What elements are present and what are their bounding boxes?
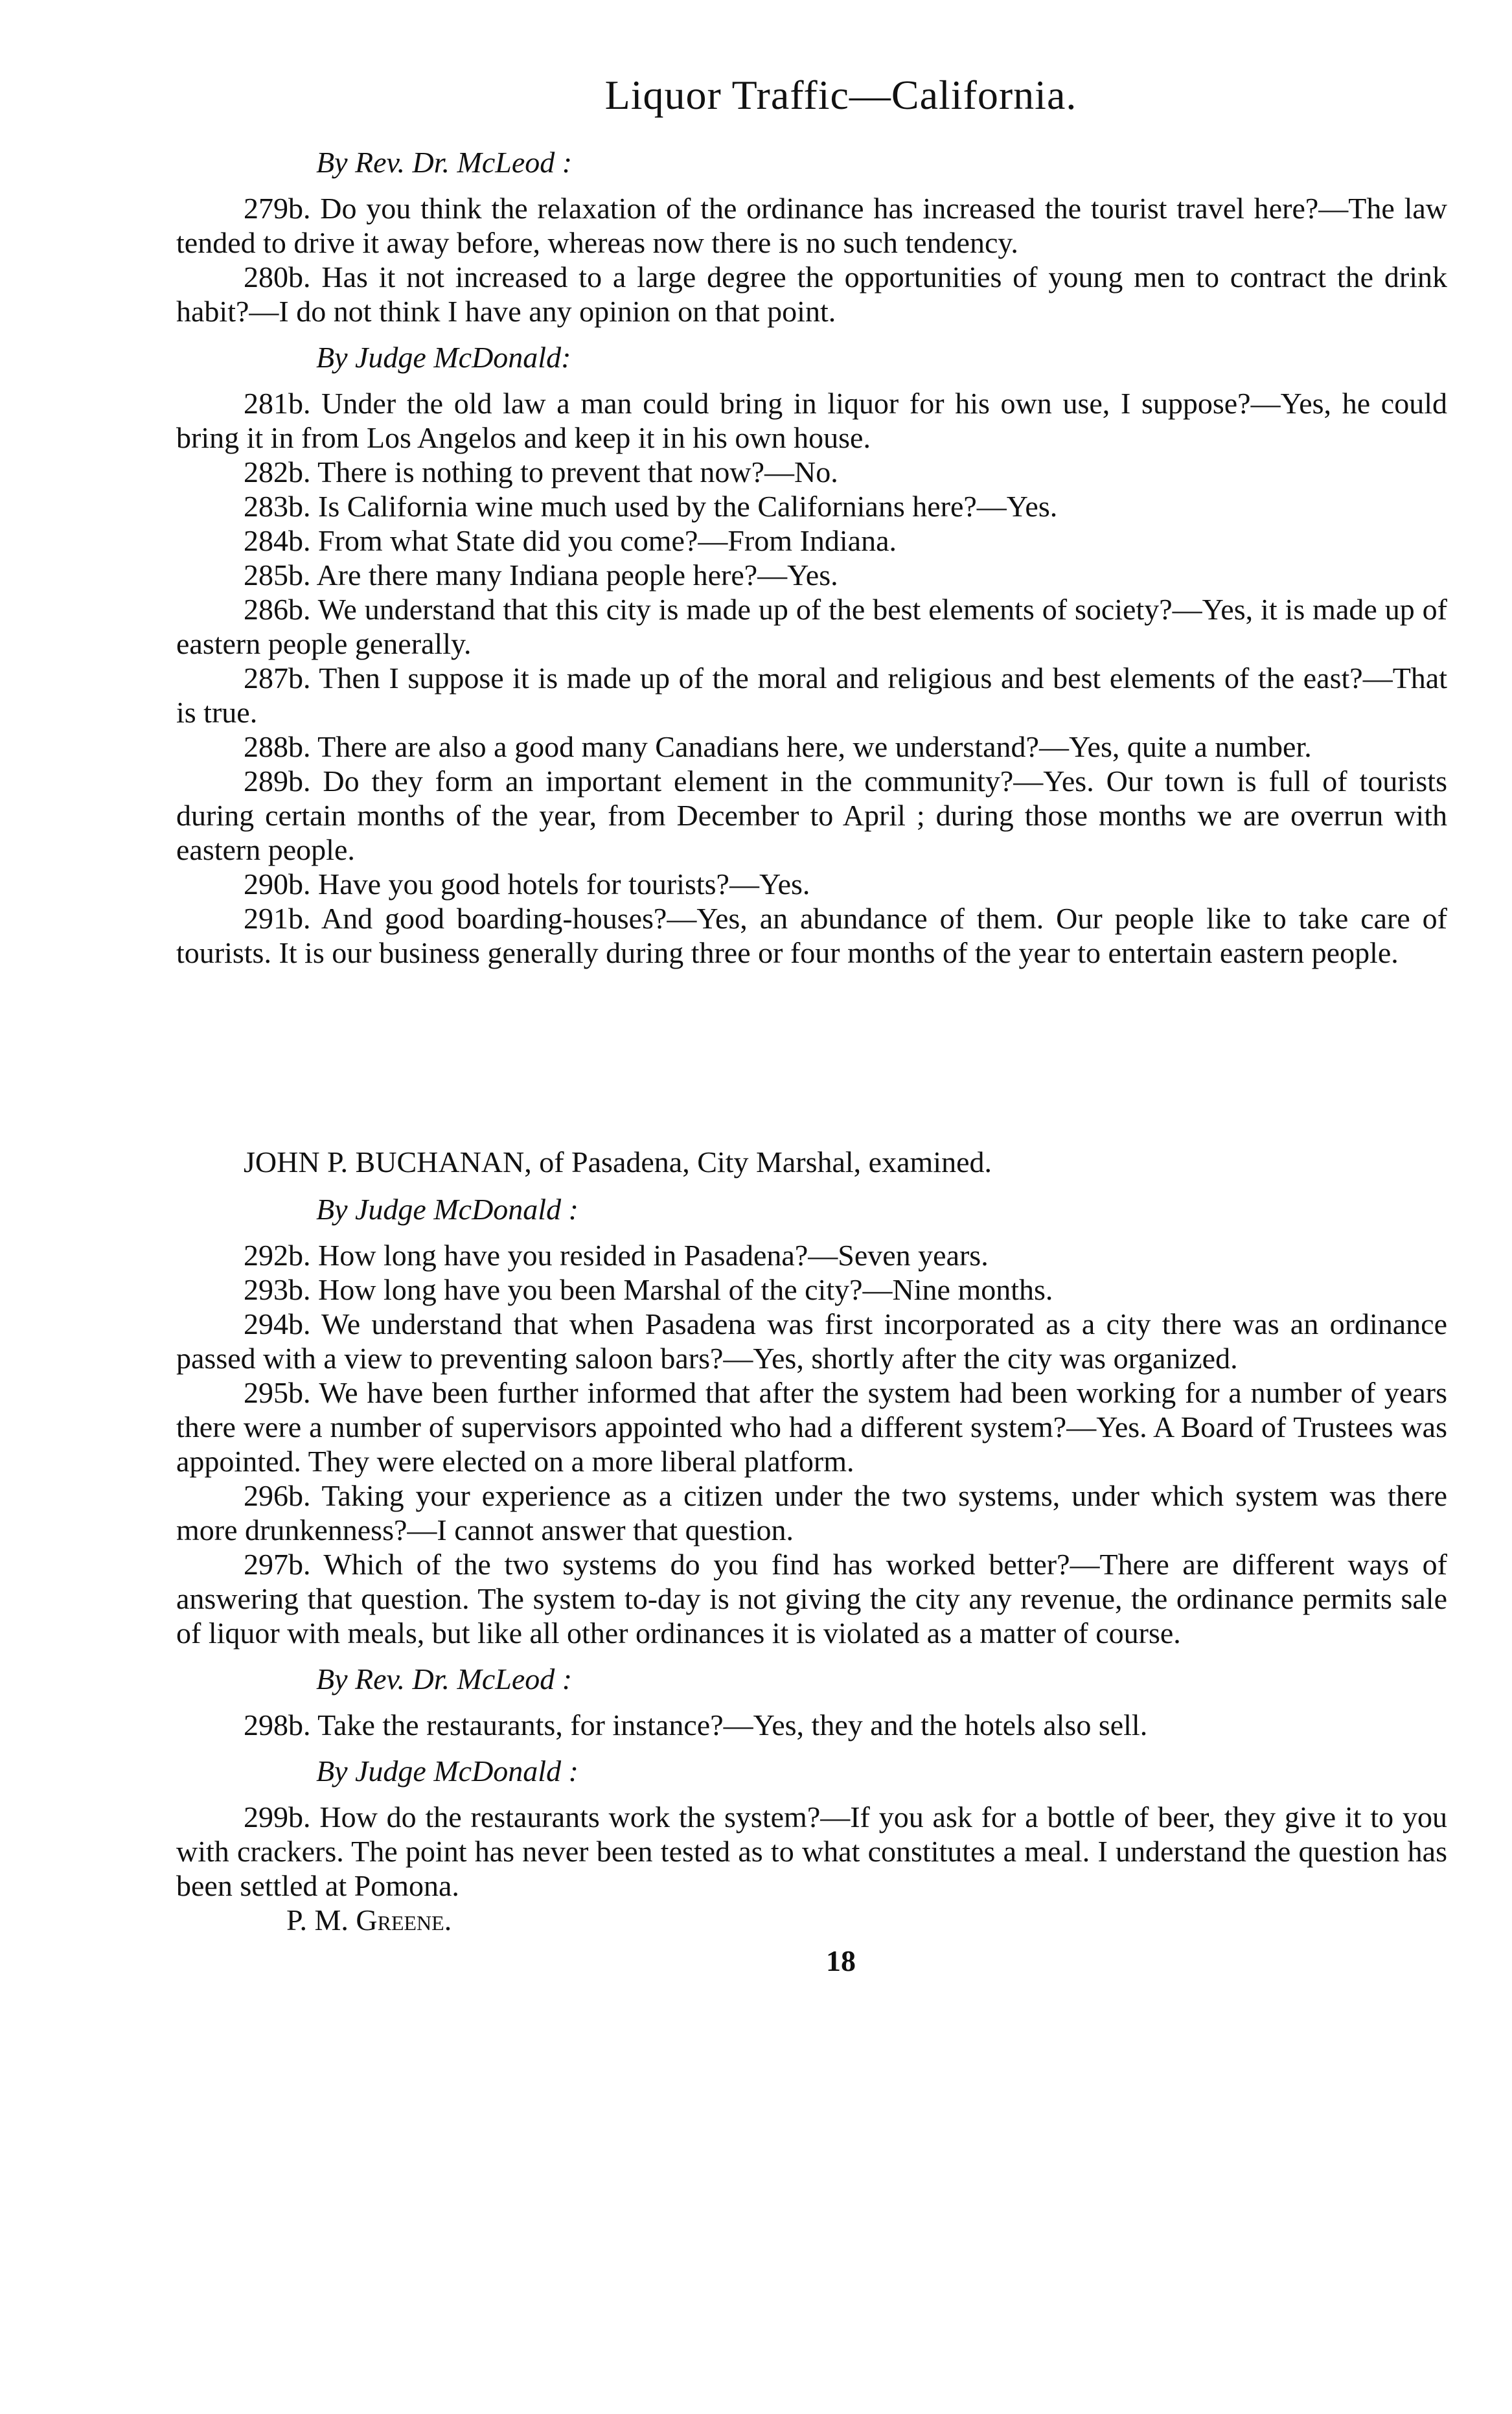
page-title: Liquor Traffic—California. [604, 72, 1077, 118]
page-number: 18 [826, 1944, 856, 1977]
speaker-heading: By Judge McDonald : [316, 1193, 578, 1226]
question-289b: 289b. Do they form an important element in the community?—Yes. Our town is full of tourists during certain months of the year, from December to April ; during those months we are overrun with eastern people. [176, 764, 1447, 866]
question-298b: 298b. Take the restaurants, for instance?—Yes, they and the hotels also sell. [244, 1708, 1148, 1742]
question-280b: 280b. Has it not increased to a large degree the opportunities of young men to contract the drink habit?—I do not think I have any opinion on that point. [176, 260, 1447, 328]
question-299b: 299b. How do the restaurants work the system?—If you ask for a bottle of beer, they give it to you with crackers. The point has never been tested as to what constitutes a meal. I understand the question has been settled at Pomona. [176, 1800, 1447, 1902]
question-283b: 283b. Is California wine much used by the Californians here?—Yes. [244, 490, 1058, 523]
question-290b: 290b. Have you good hotels for tourists?—Yes. [244, 868, 810, 901]
witness-heading: JOHN P. BUCHANAN, of Pasadena, City Marshal, examined. [244, 1145, 992, 1178]
speaker-heading: By Rev. Dr. McLeod : [316, 146, 573, 179]
signature: P. M. Greene. [286, 1903, 452, 1937]
document-page [176, 71, 1447, 1978]
question-293b: 293b. How long have you been Marshal of the city?—Nine months. [244, 1273, 1053, 1306]
question-285b: 285b. Are there many Indiana people here?—Yes. [244, 558, 838, 592]
speaker-heading: By Judge McDonald: [316, 341, 571, 374]
examination-part-2 [176, 1192, 1447, 1903]
speaker-heading: By Judge McDonald : [316, 1754, 578, 1788]
question-284b: 284b. From what State did you come?—From Indiana. [244, 524, 897, 557]
speaker-heading: By Rev. Dr. McLeod : [316, 1662, 573, 1696]
question-281b: 281b. Under the old law a man could bring in liquor for his own use, I suppose?—Yes, he could bring it in from Los Angelos and keep it in his own house. [176, 387, 1447, 454]
question-291b: 291b. And good boarding-houses?—Yes, an abundance of them. Our people like to take care of tourists. It is our business generally during three or four months of the year to entertain eastern people. [176, 902, 1447, 969]
question-288b: 288b. There are also a good many Canadians here, we understand?—Yes, quite a number. [244, 730, 1312, 763]
question-282b: 282b. There is nothing to prevent that now?—No. [244, 455, 838, 489]
question-296b: 296b. Taking your experience as a citizen under the two systems, under which system was there more drunkenness?—I cannot answer that question. [176, 1479, 1447, 1546]
question-292b: 292b. How long have you resided in Pasadena?—Seven years. [244, 1239, 989, 1272]
question-295b: 295b. We have been further informed that after the system had been working for a number of years there were a number of supervisors appointed who had a different system?—Yes. A Board of Trustees was appointed. They were elected on a more liberal platform. [176, 1376, 1447, 1478]
question-279b: 279b. Do you think the relaxation of the ordinance has increased the tourist travel here?—The law tended to drive it away before, whereas now there is no such tendency. [176, 192, 1447, 259]
examination-part-1 [176, 145, 1447, 970]
section-gap [176, 970, 1447, 1145]
question-286b: 286b. We understand that this city is made up of the best elements of society?—Yes, it is made up of eastern people generally. [176, 593, 1447, 660]
question-294b: 294b. We understand that when Pasadena was first incorporated as a city there was an ordinance passed with a view to preventing saloon bars?—Yes, shortly after the city was organized. [176, 1307, 1447, 1375]
question-287b: 287b. Then I suppose it is made up of the moral and religious and best elements of the east?—That is true. [176, 661, 1447, 729]
question-297b: 297b. Which of the two systems do you find has worked better?—There are different ways of answering that question. The system to-day is not giving the city any revenue, the ordinance permits sale of liquor with meals, but like all other ordinances it is violated as a matter of course. [176, 1548, 1447, 1650]
